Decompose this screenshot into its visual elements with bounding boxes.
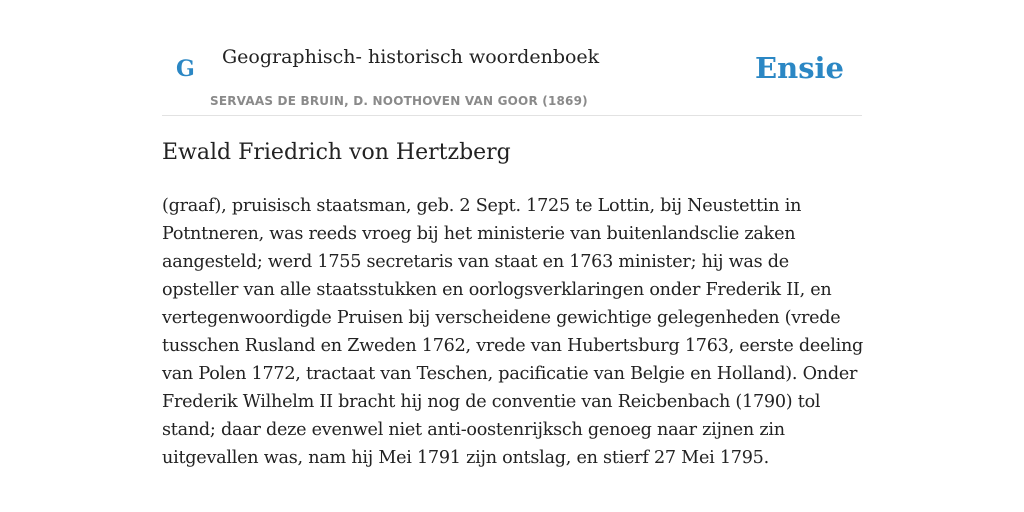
entry-title: Ewald Friedrich von Hertzberg <box>162 140 511 165</box>
book-title-link[interactable]: Geographisch- historisch woordenboek <box>222 46 600 68</box>
ensie-logo-link[interactable]: Ensie <box>755 51 844 85</box>
book-letter-icon[interactable]: G <box>176 56 195 82</box>
entry-body: (graaf), pruisisch staatsman, geb. 2 Sept. 1725 te Lottin, bij Neustettin in Potntneren, was reeds vroeg bij het ministerie van buitenlandsclie zaken aangesteld; werd 1755 secretaris van staat en 1763 minister; hij was de opsteller van alle staatsstukken en oorlogsverklaringen onder Frederik II, en vertegenwoordigde Pruisen bij verscheidene gewichtige gelegenheden (vrede tusschen Rusland en Zweden 1762, vrede van Hubertsburg 1763, eerste deeling van Polen 1772, tractaat van Teschen, pacificatie van Belgie en Holland). Onder Frederik Wilhelm II bracht hij nog de conventie van Reicbenbach (1790) tol stand; daar deze evenwel niet anti-oostenrijksch genoeg naar zijnen zin uitgevallen was, nam hij Mei 1791 zijn ontslag, en stierf 27 Mei 1795. <box>162 196 864 468</box>
book-author: SERVAAS DE BRUIN, D. NOOTHOVEN VAN GOOR (1869) <box>210 94 588 108</box>
page <box>162 0 862 512</box>
header <box>162 0 862 116</box>
